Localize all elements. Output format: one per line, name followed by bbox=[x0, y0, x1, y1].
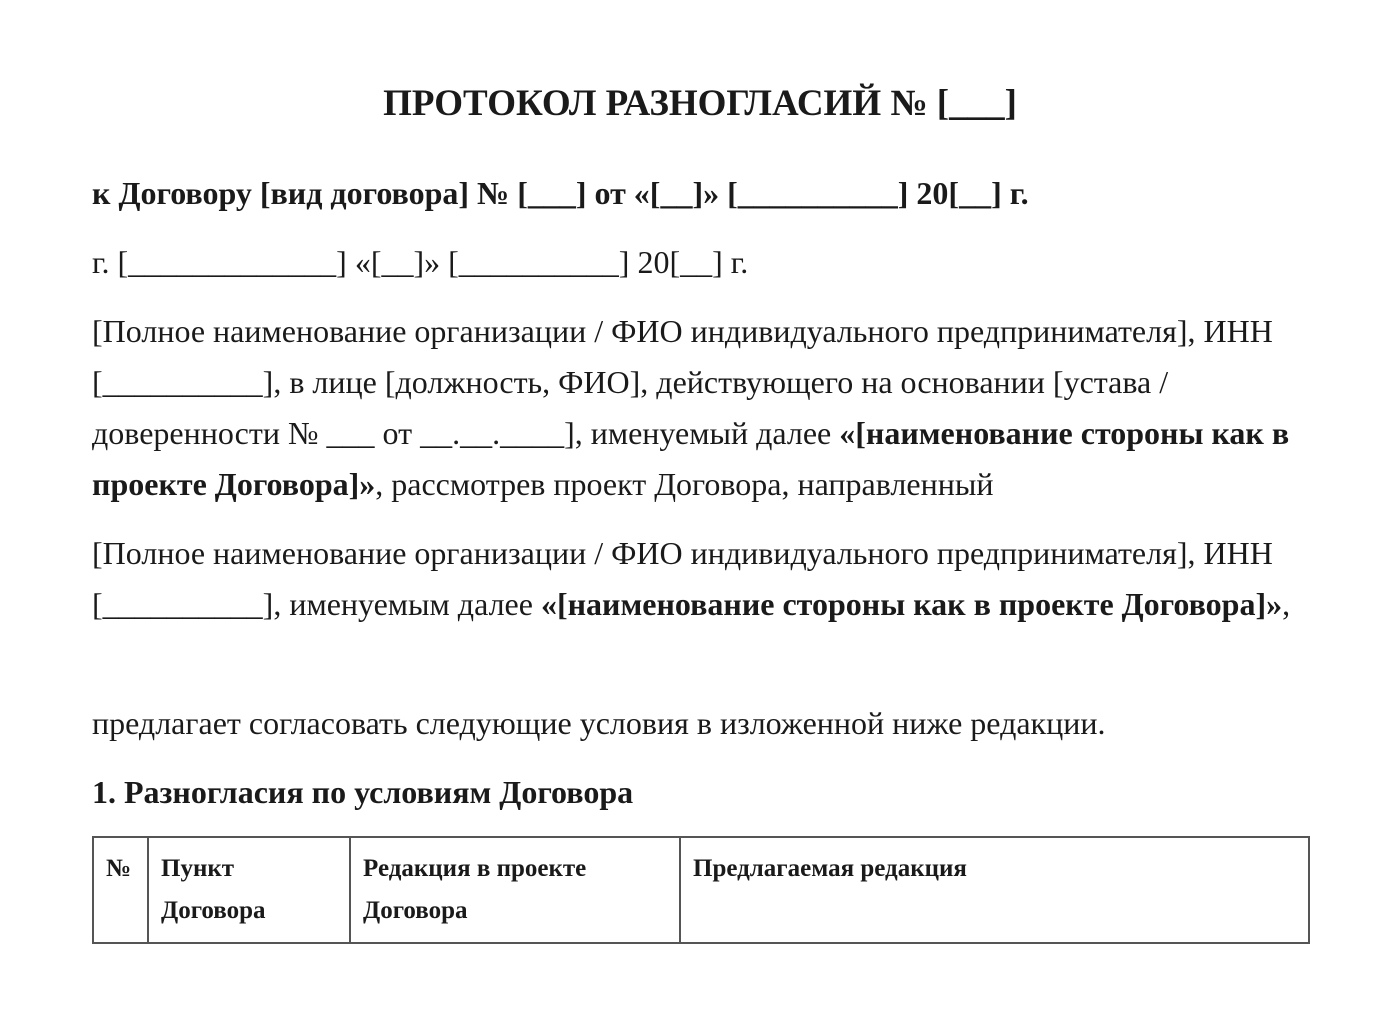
offer-paragraph: предлагает согласовать следующие условия в изложенной ниже редакции. bbox=[92, 705, 1106, 741]
party-two-text-end: , bbox=[1282, 586, 1291, 622]
section-heading: 1. Разногласия по условиям Договора bbox=[92, 774, 634, 810]
party-one-paragraph bbox=[92, 306, 1322, 510]
table-header-row bbox=[93, 837, 1309, 943]
party-one-text: [Полное наименование организации / ФИО индивидуального предпринимателя], ИНН [__________], в лице [должность, ФИО], действующего на основании [устава / доверенности № ___ от __.__.____], именуемый далее bbox=[92, 313, 1273, 451]
party-one-text-end: , рассмотрев проект Договора, направленный bbox=[375, 466, 994, 502]
document-title: ПРОТОКОЛ РАЗНОГЛАСИЙ № [___] bbox=[383, 83, 1017, 124]
party-two-text: [Полное наименование организации / ФИО индивидуального предпринимателя], ИНН [__________], именуемым далее bbox=[92, 535, 1273, 622]
party-one-designation: «[наименование стороны как в проекте Договора]» bbox=[92, 415, 1290, 502]
header-clause: Пункт Договора bbox=[148, 837, 350, 943]
party-two-designation: «[наименование стороны как в проекте Договора]» bbox=[540, 586, 1283, 622]
disagreements-table-wrapper bbox=[92, 836, 1308, 944]
city-date-line: г. [_____________] «[__]» [__________] 20[__] г. bbox=[92, 244, 749, 280]
header-draft-version: Редакция в проекте Договора bbox=[350, 837, 680, 943]
disagreements-table bbox=[92, 836, 1310, 944]
header-proposed-version: Предлагаемая редакция bbox=[680, 837, 1309, 943]
party-two-paragraph bbox=[92, 528, 1322, 630]
document-subtitle: к Договору [вид договора] № [___] от «[__]» [__________] 20[__] г. bbox=[92, 175, 1029, 211]
header-number: № bbox=[93, 837, 148, 943]
